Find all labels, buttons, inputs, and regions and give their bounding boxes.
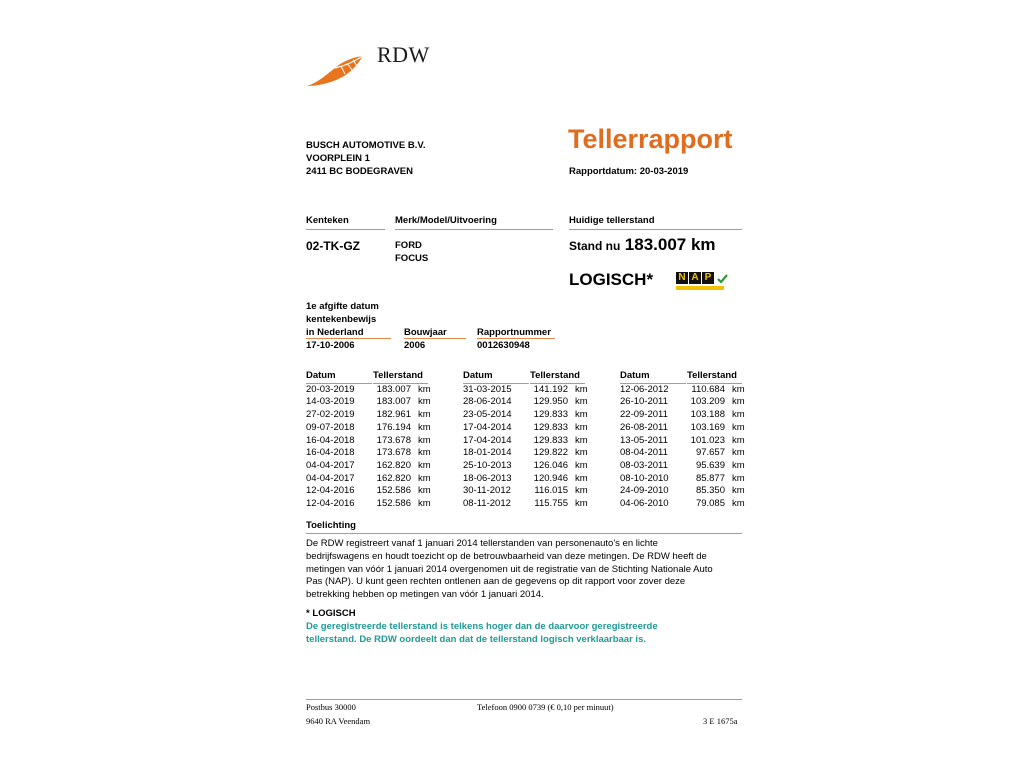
address-line: BUSCH AUTOMOTIVE B.V.: [306, 140, 426, 151]
verdict-explanation: [306, 621, 658, 647]
odometer-prefix: Stand nu: [569, 239, 621, 253]
reading-header: Tellerstand: [373, 370, 428, 384]
history-reading: 97.657: [695, 447, 725, 459]
history-row: [306, 396, 431, 409]
odometer-label: Huidige tellerstand: [569, 215, 655, 226]
history-table: [306, 370, 745, 510]
history-reading: 176.194: [376, 421, 411, 433]
history-unit: km: [575, 459, 588, 471]
history-row: [463, 435, 588, 448]
history-row: [463, 384, 588, 397]
rdw-logo-icon: [305, 44, 367, 90]
history-reading: 85.877: [695, 472, 725, 484]
history-unit: km: [732, 383, 745, 395]
history-date: 26-08-2011: [620, 421, 668, 433]
history-row: [620, 473, 745, 486]
history-reading: 115.755: [534, 498, 568, 510]
model-label: Merk/Model/Uitvoering: [395, 215, 497, 226]
history-date: 24-09-2010: [620, 485, 669, 497]
divider: [395, 229, 553, 230]
divider: [477, 338, 555, 339]
checkmark-icon: [716, 272, 728, 284]
history-reading: 152.586: [376, 485, 411, 497]
history-unit: km: [732, 396, 745, 408]
history-unit: km: [575, 434, 588, 446]
date-header: Datum: [463, 370, 529, 384]
model-value: FOCUS: [395, 252, 429, 264]
history-date: 18-01-2014: [463, 447, 512, 459]
history-reading: 129.833: [533, 421, 568, 433]
history-column: [620, 370, 745, 511]
plate-value: 02-TK-GZ: [306, 239, 360, 253]
history-date: 08-03-2011: [620, 459, 668, 471]
history-header-row: [463, 370, 588, 384]
history-unit: km: [732, 447, 745, 459]
history-unit: km: [418, 409, 431, 421]
verdict-line: De geregistreerde tellerstand is telkens hoger dan de daarvoor geregistreerde: [306, 621, 658, 632]
history-date: 16-04-2018: [306, 434, 355, 446]
history-reading: 162.820: [376, 472, 411, 484]
verdict-logisch: LOGISCH*: [569, 270, 654, 289]
history-column: [306, 370, 431, 511]
report-date-label: Rapportdatum:: [569, 166, 638, 177]
history-unit: km: [732, 409, 745, 421]
history-unit: km: [418, 485, 431, 497]
nap-letter: P: [702, 272, 714, 284]
history-row: [620, 460, 745, 473]
history-unit: km: [418, 434, 431, 446]
footer-divider: [306, 699, 742, 700]
history-reading: 129.822: [533, 447, 568, 459]
history-reading: 173.678: [376, 434, 411, 446]
history-reading: 101.023: [690, 434, 725, 446]
divider: [306, 338, 391, 339]
history-date: 16-04-2018: [306, 447, 355, 459]
history-reading: 173.678: [376, 447, 411, 459]
address-line: VOORPLEIN 1: [306, 152, 370, 164]
history-unit: km: [575, 498, 588, 510]
footer-po-box: Postbus 30000: [306, 702, 356, 712]
history-date: 08-10-2010: [620, 472, 669, 484]
explanation-title: Toelichting: [306, 520, 356, 531]
history-reading: 162.820: [376, 459, 411, 471]
history-date: 08-04-2011: [620, 447, 668, 459]
history-reading: 141.192: [533, 383, 568, 395]
history-date: 28-06-2014: [463, 396, 512, 408]
report-title: Tellerrapport: [568, 124, 733, 154]
history-reading: 129.950: [533, 396, 568, 408]
rdw-logo-text: RDW: [377, 42, 430, 67]
history-row: [306, 435, 431, 448]
history-row: [306, 498, 431, 511]
explanation-line: Pas (NAP). U kunt geen rechten ontlenen aan de gegevens op dit rapport voor zover deze: [306, 576, 686, 588]
nap-badge: [676, 272, 728, 284]
history-unit: km: [418, 396, 431, 408]
year-label: Bouwjaar: [404, 327, 447, 338]
history-date: 30-11-2012: [463, 485, 511, 497]
history-reading: 129.833: [533, 409, 568, 421]
history-row: [306, 460, 431, 473]
history-unit: km: [732, 434, 745, 446]
history-row: [620, 498, 745, 511]
history-date: 22-09-2011: [620, 409, 668, 421]
explanation-line: De RDW registreert vanaf 1 januari 2014 tellerstanden van personenauto's en lichte: [306, 538, 658, 549]
history-date: 17-04-2014: [463, 421, 512, 433]
reading-header: Tellerstand: [530, 370, 585, 384]
date-header: Datum: [620, 370, 686, 384]
history-reading: 183.007: [376, 383, 411, 395]
recipient-address: [306, 140, 425, 178]
history-row: [620, 447, 745, 460]
history-reading: 120.946: [533, 472, 568, 484]
history-row: [306, 409, 431, 422]
history-date: 23-05-2014: [463, 409, 512, 421]
history-unit: km: [575, 409, 588, 421]
history-row: [620, 409, 745, 422]
history-row: [463, 409, 588, 422]
rdw-logo: [305, 44, 435, 90]
history-reading: 103.209: [690, 396, 725, 408]
nap-underline: [676, 286, 724, 290]
explanation-line: metingen van vóór 1 januari 2014 overgenomen uit de registratie van de Stichting Nationale Auto: [306, 563, 713, 575]
history-row: [306, 473, 431, 486]
history-unit: km: [732, 459, 745, 471]
history-reading: 183.007: [376, 396, 411, 408]
report-number-value: 0012630948: [477, 340, 530, 351]
current-odometer: [569, 235, 716, 255]
history-unit: km: [575, 383, 588, 395]
history-date: 12-04-2016: [306, 498, 355, 510]
odometer-value: 183.007 km: [624, 235, 716, 254]
history-unit: km: [418, 383, 431, 395]
history-row: [620, 485, 745, 498]
history-date: 04-04-2017: [306, 459, 355, 471]
footer-city: 9640 RA Veendam: [306, 716, 371, 726]
verdict-line: tellerstand. De RDW oordeelt dan dat de tellerstand logisch verklaarbaar is.: [306, 633, 646, 645]
issue-label-line: 1e afgifte datum: [306, 301, 379, 312]
history-reading: 79.085: [695, 498, 725, 510]
history-row: [620, 384, 745, 397]
history-unit: km: [575, 447, 588, 459]
history-header-row: [306, 370, 431, 384]
history-date: 27-02-2019: [306, 409, 355, 421]
history-row: [463, 422, 588, 435]
history-unit: km: [732, 421, 745, 433]
history-column: [463, 370, 588, 511]
reading-header: Tellerstand: [687, 370, 742, 384]
report-number-label: Rapportnummer: [477, 327, 551, 338]
history-unit: km: [732, 472, 745, 484]
history-date: 25-10-2013: [463, 459, 512, 471]
make-model: [395, 240, 428, 266]
history-date: 09-07-2018: [306, 421, 355, 433]
history-date: 26-10-2011: [620, 396, 668, 408]
history-date: 12-06-2012: [620, 383, 669, 395]
history-row: [306, 447, 431, 460]
nap-letter: A: [689, 272, 701, 284]
history-reading: 182.961: [376, 409, 411, 421]
history-unit: km: [575, 472, 588, 484]
nap-letter: N: [676, 272, 688, 284]
history-reading: 110.684: [691, 383, 725, 395]
history-unit: km: [575, 421, 588, 433]
history-unit: km: [732, 485, 745, 497]
history-row: [620, 422, 745, 435]
history-reading: 85.350: [695, 485, 725, 497]
history-row: [463, 447, 588, 460]
history-date: 14-03-2019: [306, 396, 355, 408]
history-unit: km: [732, 498, 745, 510]
history-date: 18-06-2013: [463, 472, 512, 484]
issue-label-line: kentekenbewijs: [306, 313, 377, 325]
history-unit: km: [418, 459, 431, 471]
history-reading: 103.169: [690, 421, 725, 433]
history-row: [306, 384, 431, 397]
history-row: [463, 460, 588, 473]
history-unit: km: [575, 396, 588, 408]
history-unit: km: [575, 485, 588, 497]
history-unit: km: [418, 421, 431, 433]
report-date: [569, 166, 688, 177]
history-date: 04-06-2010: [620, 498, 669, 510]
history-reading: 126.046: [533, 459, 568, 471]
history-header-row: [620, 370, 745, 384]
divider: [404, 338, 466, 339]
history-row: [463, 396, 588, 409]
divider: [306, 229, 385, 230]
verdict-title: * LOGISCH: [306, 608, 356, 619]
history-unit: km: [418, 472, 431, 484]
history-reading: 116.015: [534, 485, 568, 497]
history-row: [463, 485, 588, 498]
report-date-value: 20-03-2019: [639, 166, 689, 177]
history-date: 20-03-2019: [306, 383, 355, 395]
history-row: [620, 435, 745, 448]
issue-label-line: in Nederland: [306, 326, 364, 338]
explanation-line: betrekking hebben op metingen van vóór 1 januari 2014.: [306, 589, 544, 601]
history-date: 04-04-2017: [306, 472, 355, 484]
history-reading: 129.833: [533, 434, 568, 446]
history-unit: km: [418, 498, 431, 510]
history-date: 13-05-2011: [620, 434, 668, 446]
history-date: 12-04-2016: [306, 485, 355, 497]
history-reading: 103.188: [690, 409, 725, 421]
history-row: [306, 422, 431, 435]
history-row: [463, 498, 588, 511]
footer-code: 3 E 1675a: [703, 716, 738, 726]
issue-date-value: 17-10-2006: [306, 340, 355, 351]
history-date: 08-11-2012: [463, 498, 511, 510]
history-unit: km: [418, 447, 431, 459]
explanation-line: bedrijfswagens en houdt toezicht op de betrouwbaarheid van deze metingen. De RDW heeft de: [306, 550, 707, 562]
make-value: FORD: [395, 240, 422, 251]
date-header: Datum: [306, 370, 372, 384]
year-value: 2006: [404, 340, 426, 351]
address-line: 2411 BC BODEGRAVEN: [306, 165, 413, 177]
history-row: [620, 396, 745, 409]
divider: [306, 533, 742, 534]
divider: [569, 229, 742, 230]
issue-date-label: [306, 301, 379, 339]
history-reading: 152.586: [376, 498, 411, 510]
history-row: [306, 485, 431, 498]
plate-label: Kenteken: [306, 215, 349, 226]
history-reading: 95.639: [695, 459, 725, 471]
history-row: [463, 473, 588, 486]
footer-phone: Telefoon 0900 0739 (€ 0,10 per minuut): [477, 702, 614, 712]
history-date: 31-03-2015: [463, 383, 512, 395]
explanation-text: [306, 538, 713, 602]
history-date: 17-04-2014: [463, 434, 512, 446]
